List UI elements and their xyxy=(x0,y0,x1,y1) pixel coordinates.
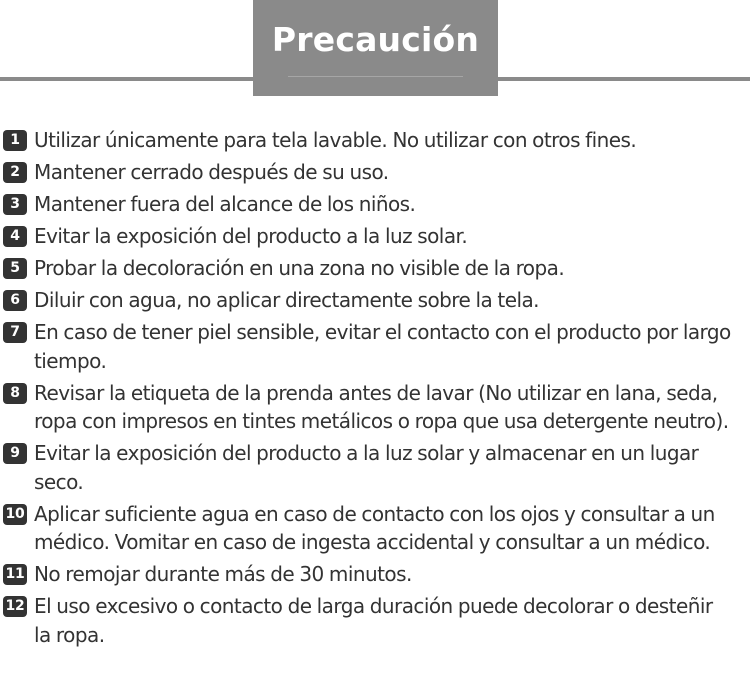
text-line: tiempo. xyxy=(34,348,107,373)
list-item xyxy=(0,222,750,251)
page-title: Precaución xyxy=(271,20,480,59)
list-item-text xyxy=(34,158,389,187)
number-badge: 1 xyxy=(3,130,27,151)
number-badge: 12 xyxy=(3,596,27,617)
title-box xyxy=(253,0,498,96)
list-item xyxy=(0,318,750,375)
list-item xyxy=(0,254,750,283)
list-item xyxy=(0,500,750,557)
list-item xyxy=(0,158,750,187)
list-item xyxy=(0,592,750,649)
text-line: Evitar la exposición del producto a la luz solar. xyxy=(34,224,468,248)
number-badge: 4 xyxy=(3,226,27,247)
list-item-text xyxy=(34,560,412,589)
number-badge: 7 xyxy=(3,322,27,343)
list-item-text xyxy=(34,126,636,155)
number-badge: 9 xyxy=(3,443,27,464)
list-item xyxy=(0,439,750,496)
text-line: Revisar la etiqueta de la prenda antes de lavar (No utilizar en lana, seda, xyxy=(34,380,718,405)
list-item-text xyxy=(34,379,729,436)
text-line: ropa con impresos en tintes metálicos o ropa que usa detergente neutro). xyxy=(34,409,729,433)
text-line: la ropa. xyxy=(34,622,105,647)
number-badge: 6 xyxy=(3,290,27,311)
text-line: seco. xyxy=(34,469,84,494)
list-item-text xyxy=(34,190,415,219)
title-underline xyxy=(288,76,463,77)
list-item-text xyxy=(34,592,713,649)
number-badge: 2 xyxy=(3,162,27,183)
number-badge: 8 xyxy=(3,383,27,404)
text-line: Diluir con agua, no aplicar directamente sobre la tela. xyxy=(34,288,539,312)
text-line: Probar la decoloración en una zona no visible de la ropa. xyxy=(34,256,565,280)
list-item-text xyxy=(34,318,731,375)
text-line: No remojar durante más de 30 minutos. xyxy=(34,562,412,586)
text-line: En caso de tener piel sensible, evitar el contacto con el producto por largo xyxy=(34,320,731,344)
list-item xyxy=(0,286,750,315)
text-line: Aplicar suficiente agua en caso de contacto con los ojos y consultar a un xyxy=(34,501,715,526)
list-item-text xyxy=(34,286,539,315)
number-badge: 3 xyxy=(3,194,27,215)
number-badge: 10 xyxy=(3,504,27,525)
list-item xyxy=(0,560,750,589)
list-item-text xyxy=(34,439,698,496)
precaution-list xyxy=(0,126,750,653)
text-line: Evitar la exposición del producto a la luz solar y almacenar en un lugar xyxy=(34,441,699,465)
text-line: médico. Vomitar en caso de ingesta accidental y consultar a un médico. xyxy=(34,530,711,554)
list-item xyxy=(0,126,750,155)
number-badge: 5 xyxy=(3,258,27,279)
list-item-text xyxy=(34,222,467,251)
text-line: Mantener cerrado después de su uso. xyxy=(34,160,389,184)
list-item xyxy=(0,190,750,219)
text-line: Utilizar únicamente para tela lavable. No utilizar con otros fines. xyxy=(34,128,637,152)
text-line: El uso excesivo o contacto de larga duración puede decolorar o desteñir xyxy=(34,594,713,618)
list-item-text xyxy=(34,254,564,283)
number-badge: 11 xyxy=(3,564,27,585)
text-line: Mantener fuera del alcance de los niños. xyxy=(34,192,416,216)
list-item-text xyxy=(34,500,715,557)
list-item xyxy=(0,379,750,436)
